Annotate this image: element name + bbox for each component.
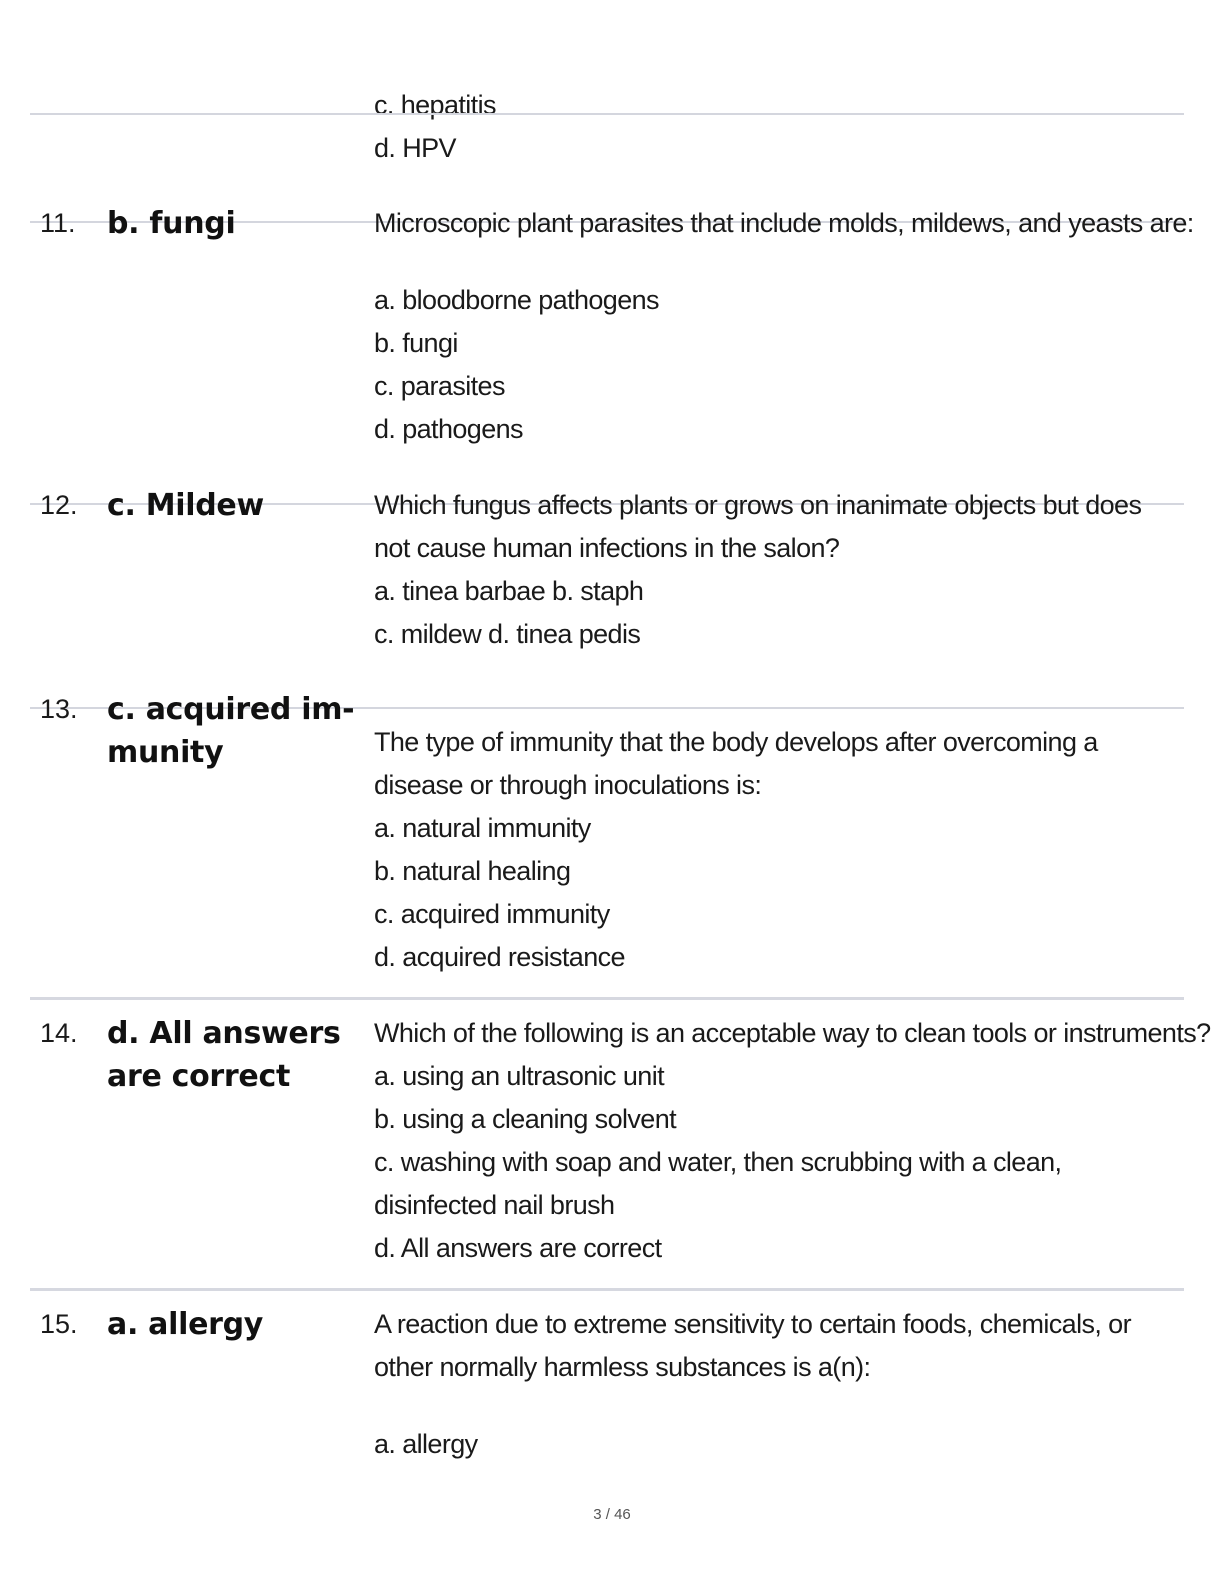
page-indicator: 3 / 46 <box>593 1506 631 1523</box>
question-text: Microscopic plant parasites that include molds, mildews, and yeasts are: <box>374 208 1194 238</box>
card-answer: a. allergy <box>107 1307 264 1342</box>
option: d. HPV <box>374 133 456 163</box>
option: a. bloodborne pathogens <box>374 285 659 315</box>
divider <box>30 1288 1184 1291</box>
option: b. using a cleaning solvent <box>374 1104 677 1134</box>
question-text: Which of the following is an acceptable way to clean tools or instruments? <box>374 1018 1211 1048</box>
option: c. parasites <box>374 371 505 401</box>
card-question-block <box>374 202 1194 451</box>
option: d. All answers are correct <box>374 1233 662 1263</box>
option: d. pathogens <box>374 414 523 444</box>
card-answer: d. All answers are correct <box>107 1016 341 1094</box>
card-answer-line: c. acquired im- <box>107 692 355 727</box>
divider <box>30 997 1184 1000</box>
option: a. using an ultrasonic unit <box>374 1061 664 1091</box>
previous-card-options <box>374 84 496 170</box>
card-number: 14. <box>40 1018 78 1048</box>
card-number: 15. <box>40 1309 78 1339</box>
option: c. hepatitis <box>374 90 496 120</box>
question-text: The type of immunity that the body develops after overcoming a disease or through inoculations is: <box>374 727 1098 800</box>
card-question-block <box>374 721 1134 979</box>
card-question-block <box>374 1012 1211 1270</box>
card-number: 11. <box>40 208 76 238</box>
divider <box>30 113 1184 115</box>
option: c. acquired immunity <box>374 899 610 929</box>
card-number: 12. <box>40 490 78 520</box>
option: c. washing with soap and water, then scrubbing with a clean, disinfected nail brush <box>374 1147 1062 1220</box>
option: b. natural healing <box>374 856 571 886</box>
card-answer-line: munity <box>107 735 224 770</box>
question-text: A reaction due to extreme sensitivity to certain foods, chemicals, or other normally harmless substances is a(n): <box>374 1309 1131 1382</box>
option: a. allergy <box>374 1429 478 1459</box>
option: a. tinea barbae b. staph <box>374 576 644 606</box>
option: a. natural immunity <box>374 813 591 843</box>
card-answer: c. Mildew <box>107 488 264 523</box>
card-question-block <box>374 484 1164 656</box>
card-answer <box>107 688 369 774</box>
question-text: Which fungus affects plants or grows on inanimate objects but does not cause human infections in the salon? <box>374 490 1142 563</box>
option: b. fungi <box>374 328 458 358</box>
card-number: 13. <box>40 694 78 724</box>
option: c. mildew d. tinea pedis <box>374 619 641 649</box>
card-answer: b. fungi <box>107 206 236 241</box>
card-question-block <box>374 1303 1174 1466</box>
option: d. acquired resistance <box>374 942 625 972</box>
